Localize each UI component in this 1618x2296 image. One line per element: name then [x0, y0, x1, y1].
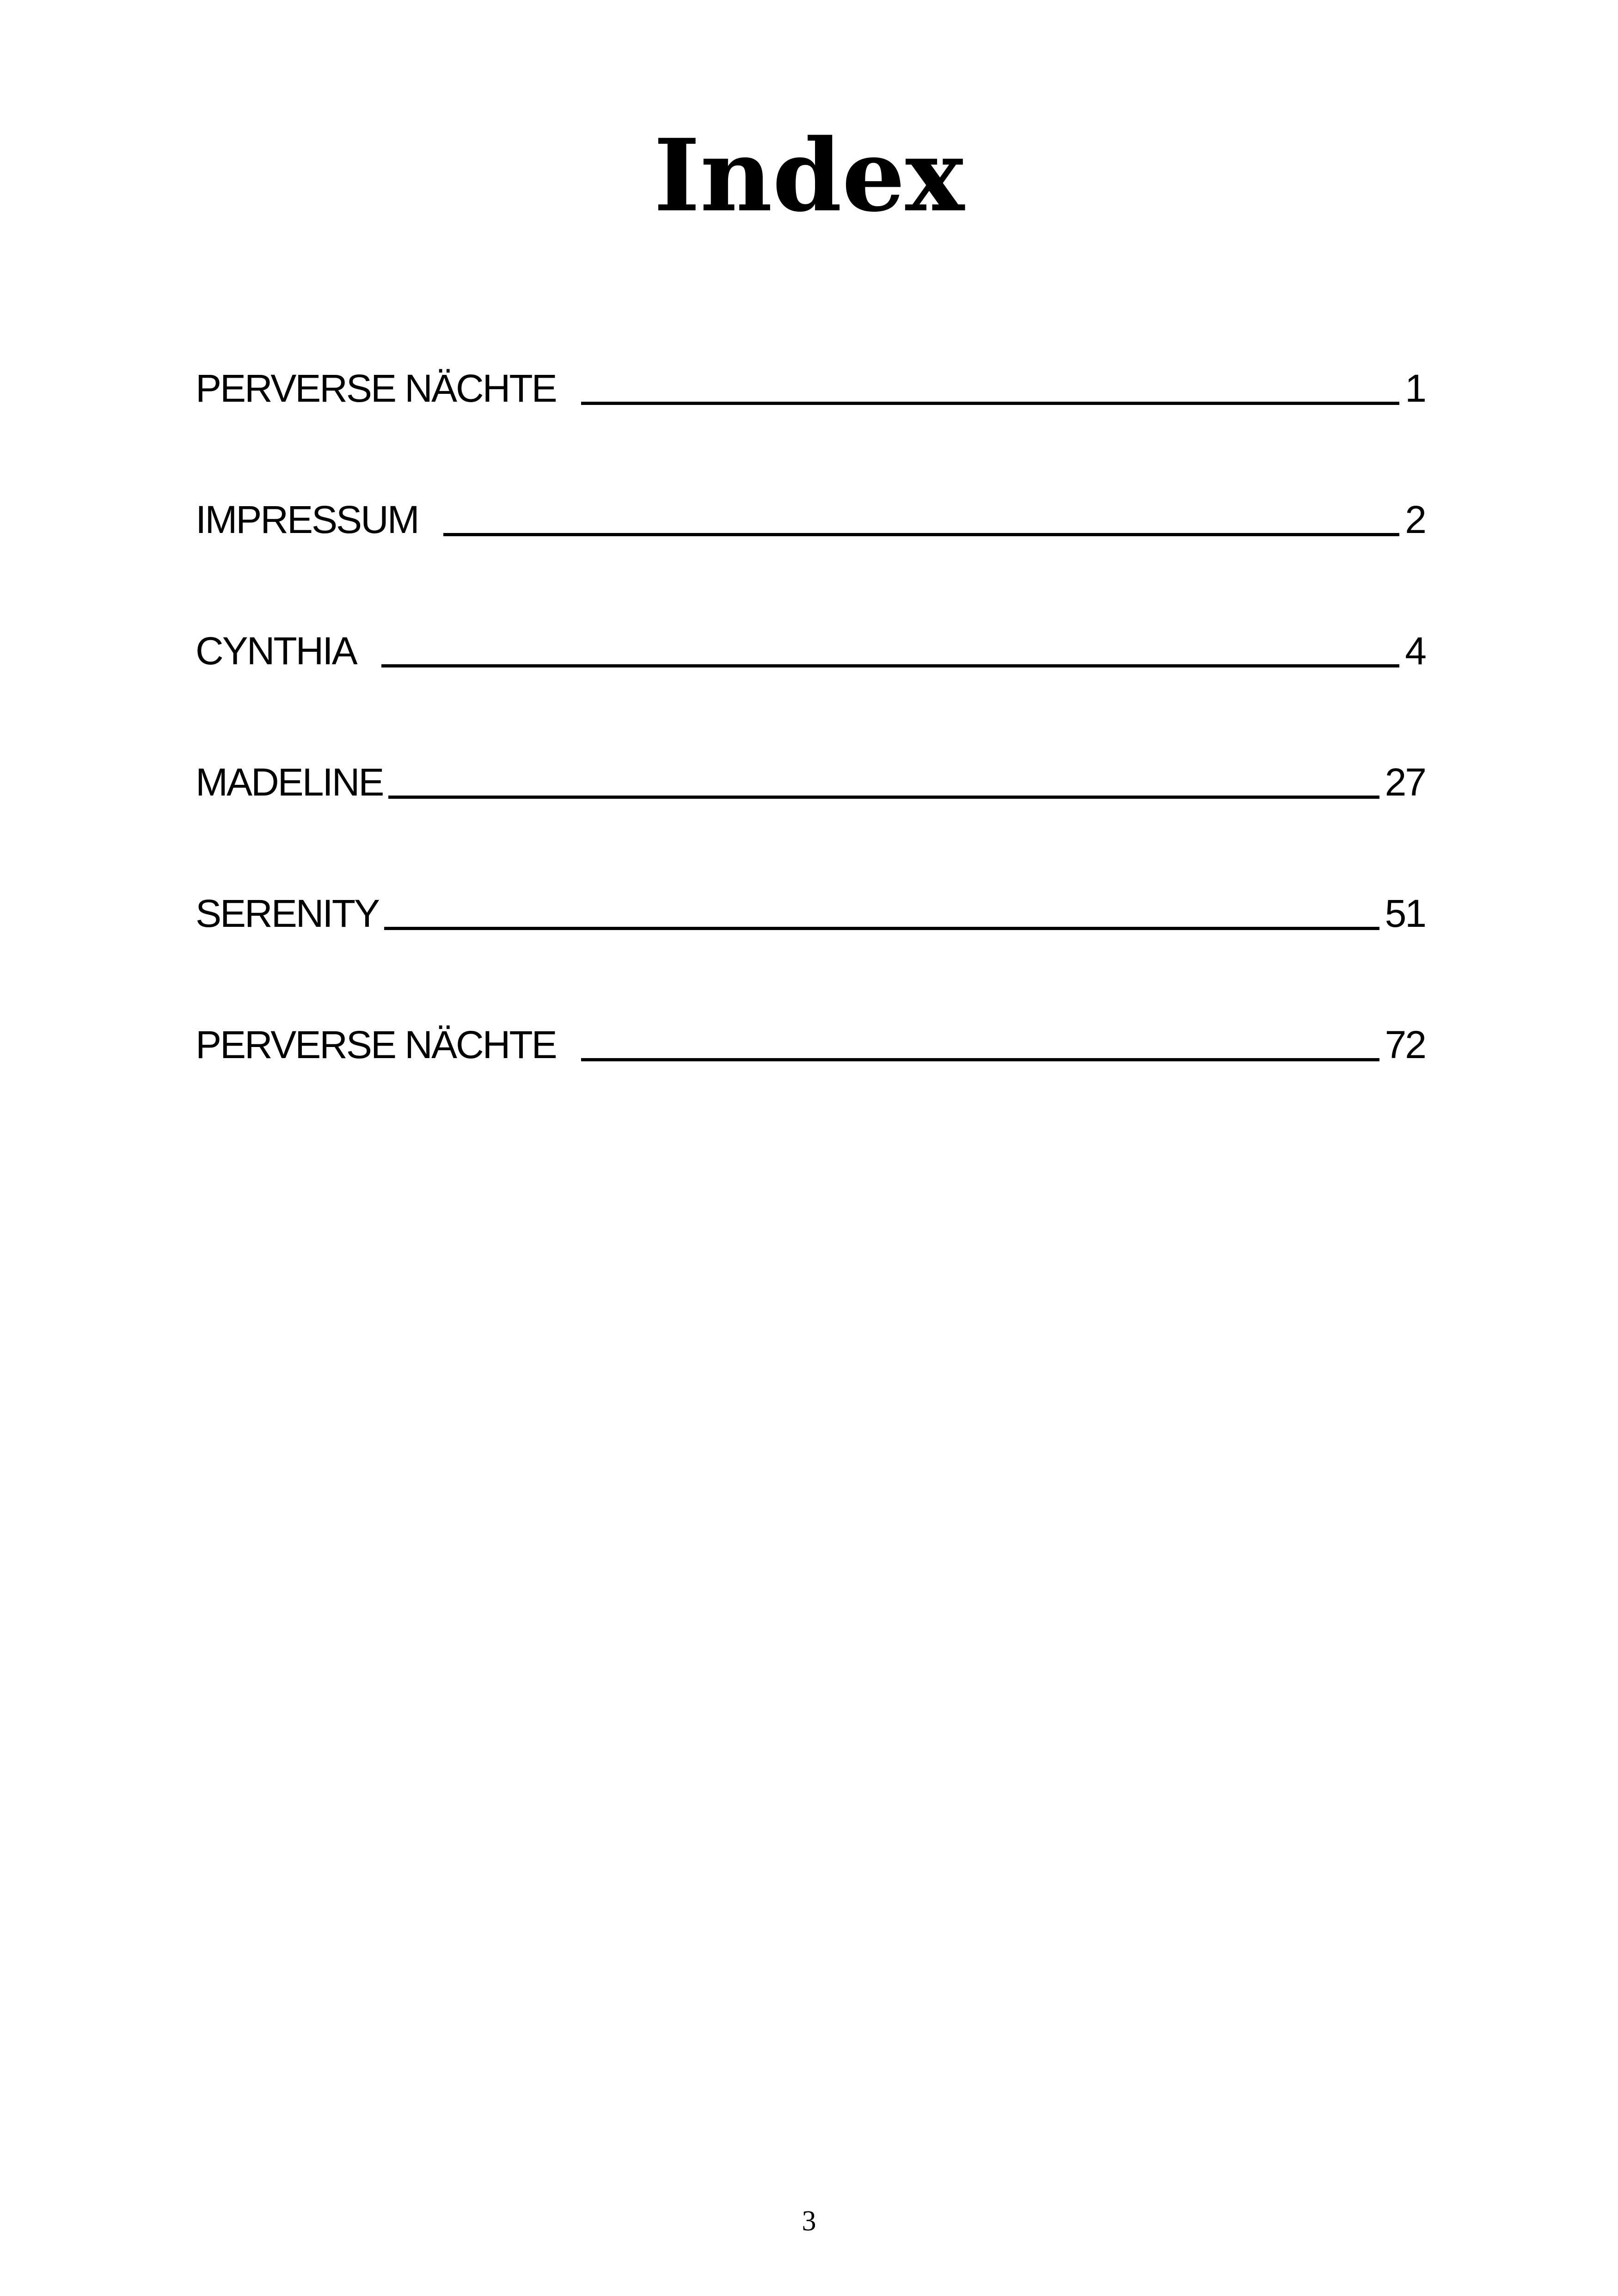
toc-entry-page: 4 — [1405, 629, 1425, 673]
table-of-contents — [196, 365, 1425, 1153]
toc-leader-line — [581, 402, 1400, 405]
toc-entry-title: MADELINE — [196, 760, 383, 804]
toc-entry-page: 72 — [1385, 1023, 1425, 1066]
toc-leader-line — [381, 664, 1400, 667]
toc-entry-madeline[interactable] — [196, 759, 1425, 805]
toc-entry-serenity[interactable] — [196, 890, 1425, 937]
toc-entry-title: PERVERSE NÄCHTE — [196, 367, 556, 410]
toc-entry-title: PERVERSE NÄCHTE — [196, 1023, 556, 1066]
toc-leader-line — [581, 1058, 1379, 1061]
toc-entry-perverse-naechte[interactable] — [196, 365, 1425, 411]
toc-entry-page: 27 — [1385, 760, 1425, 804]
toc-entry-title: CYNTHIA — [196, 629, 356, 673]
toc-leader-line — [443, 533, 1400, 536]
toc-entry-page: 2 — [1405, 498, 1425, 541]
toc-entry-title: SERENITY — [196, 892, 379, 935]
toc-entry-page: 51 — [1385, 892, 1425, 935]
toc-entry-perverse-naechte-2[interactable] — [196, 1022, 1425, 1068]
toc-entry-cynthia[interactable] — [196, 628, 1425, 674]
page-number: 3 — [802, 2205, 816, 2237]
toc-entry-page: 1 — [1405, 367, 1425, 410]
toc-leader-line — [384, 927, 1379, 930]
toc-entry-impressum[interactable] — [196, 496, 1425, 543]
toc-leader-line — [388, 796, 1379, 799]
toc-entry-title: IMPRESSUM — [196, 498, 418, 541]
page-title: Index — [653, 117, 965, 234]
